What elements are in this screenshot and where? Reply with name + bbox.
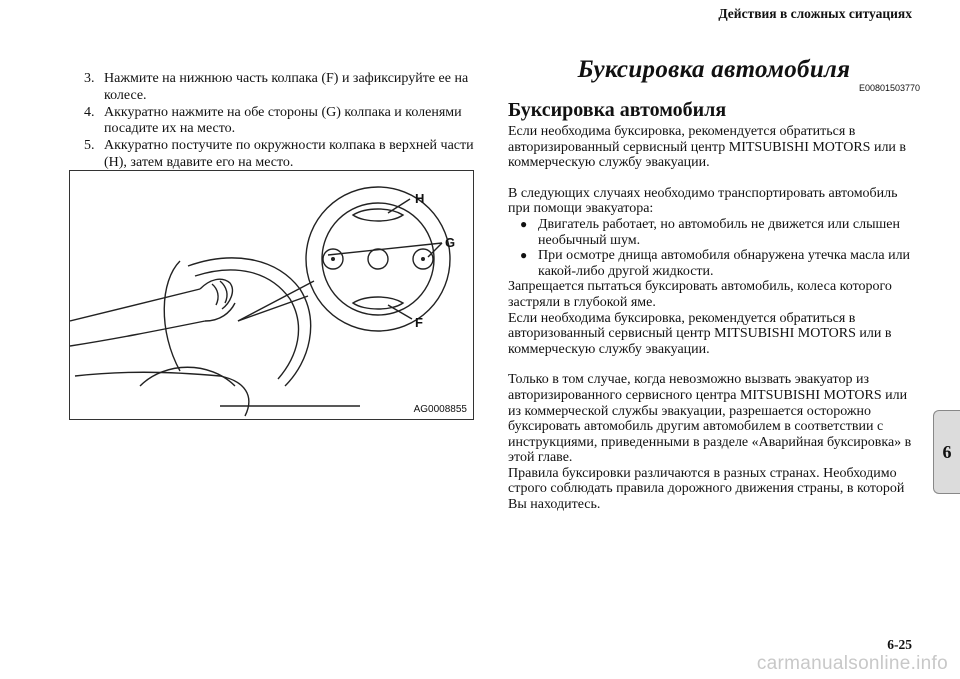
step-item	[84, 105, 474, 139]
paragraph: Только в том случае, когда невозможно вызвать эвакуатор из авторизированного сервисного центра MITSUBISHI MOTORS или из коммерческой службы эвакуации, разрешается осторожно буксировать автомобиль другим автомобилем в соответствии с инструкциями, приведенными в разделе «Аварийная буксировка» в этой главе.	[508, 372, 912, 466]
step-text: Аккуратно постучите по окружности колпака в верхней части (H), затем вдавите его на место.	[104, 138, 474, 170]
wheel-cap-drawing	[70, 171, 474, 420]
step-number: 5.	[84, 138, 95, 154]
paragraph: Если необходима буксировка, рекомендуется обратиться в авторизированный сервисный центр MITSUBISHI MOTORS или в коммерческую службу эвакуации.	[508, 124, 907, 171]
page-number: 6-25	[887, 637, 912, 652]
step-text: Нажмите на нижнюю часть колпака (F) и зафиксируйте ее на колесе.	[104, 71, 469, 103]
step-number: 4.	[84, 104, 95, 120]
callout-f: F	[415, 315, 423, 330]
watermark: carmanualsonline.info	[756, 653, 948, 674]
callout-h: H	[415, 191, 425, 206]
step-item	[84, 71, 474, 105]
bullet-text: Двигатель работает, но автомобиль не движется или слышен необычный шум.	[538, 216, 901, 248]
step-item	[84, 138, 474, 172]
callout-g: G	[445, 235, 456, 250]
subsection-title: Буксировка автомобиля	[508, 99, 727, 121]
section-code: E00801503770	[858, 83, 920, 93]
paragraph: Правила буксировки различаются в разных странах. Необходимо строго соблюдать правила дорожного движения страны, в которой Вы находитесь.	[508, 465, 905, 513]
towing-section	[508, 50, 920, 513]
bullet-item	[508, 217, 920, 248]
step-number: 3.	[84, 71, 95, 86]
bullet-text: При осмотре днища автомобиля обнаружена утечка масла или какой-либо другой жидкости.	[538, 248, 911, 279]
running-header: Действия в сложных ситуациях	[718, 6, 912, 21]
figure-code: AG0008855	[413, 404, 467, 415]
wheel-cap-illustration	[69, 170, 474, 420]
paragraph: Запрещается пытаться буксировать автомобиль, колеса которого застряли в глубокой яме.	[508, 279, 892, 310]
bullet-item	[508, 248, 920, 279]
instruction-steps	[84, 71, 474, 172]
paragraph: В следующих случаях необходимо транспортировать автомобиль при помощи эвакуатора:	[508, 185, 898, 217]
paragraph: Если необходима буксировка, рекомендуется обратиться в авторизованный сервисный центр MITSUBISHI MOTORS или в коммерческую службу эвакуации.	[508, 310, 892, 357]
step-text: Аккуратно нажмите на обе стороны (G) колпака и коленями посадите их на место.	[104, 104, 462, 137]
section-title: Буксировка автомобиля	[577, 56, 851, 83]
chapter-tab[interactable]: 6	[933, 410, 960, 494]
bullet-icon: ●	[520, 216, 528, 231]
bullet-icon: ●	[520, 248, 528, 263]
